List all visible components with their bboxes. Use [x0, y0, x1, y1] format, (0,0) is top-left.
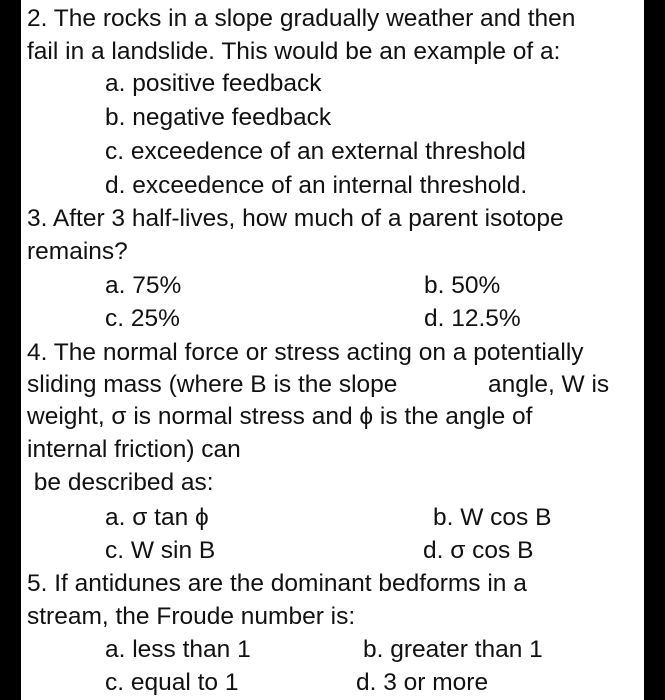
- q2-option-d: d. exceedence of an internal threshold.: [105, 172, 528, 199]
- q4-text-line-2a: sliding mass (where B is the slope: [27, 371, 398, 398]
- q4-text-line-4: internal friction) can: [27, 436, 241, 463]
- q3-option-c: c. 25%: [105, 305, 180, 332]
- q4-option-b: b. W cos B: [433, 504, 552, 531]
- q4-text-line-3: weight, σ is normal stress and ϕ is the angle of: [27, 403, 533, 430]
- q4-text-line-2b: angle, W is: [488, 371, 610, 398]
- q3-option-d: d. 12.5%: [424, 305, 521, 332]
- q2-option-b: b. negative feedback: [105, 104, 332, 131]
- q5-option-a: a. less than 1: [105, 636, 251, 663]
- q4-text-line-1: 4. The normal force or stress acting on a potentially: [27, 339, 584, 366]
- q5-option-d: d. 3 or more: [356, 669, 489, 696]
- q5-text-line-2: stream, the Froude number is:: [27, 603, 356, 630]
- question-page: [21, 0, 644, 700]
- q3-option-a: a. 75%: [105, 272, 182, 299]
- q3-option-b: b. 50%: [424, 272, 501, 299]
- q5-option-b: b. greater than 1: [363, 636, 543, 663]
- q2-text-line-2: fail in a landslide. This would be an example of a:: [27, 38, 561, 65]
- q4-option-c: c. W sin B: [105, 537, 216, 564]
- q5-option-c: c. equal to 1: [105, 669, 239, 696]
- q4-option-d: d. σ cos B: [423, 537, 534, 564]
- q2-option-c: c. exceedence of an external threshold: [105, 138, 526, 165]
- q3-text-line-1: 3. After 3 half-lives, how much of a parent isotope: [27, 205, 564, 232]
- q2-option-a: a. positive feedback: [105, 70, 322, 97]
- q5-text-line-1: 5. If antidunes are the dominant bedforms in a: [27, 570, 527, 597]
- q2-text-line-1: 2. The rocks in a slope gradually weather and then: [27, 5, 576, 32]
- q4-option-a: a. σ tan ϕ: [105, 504, 209, 531]
- q4-text-line-5: be described as:: [27, 469, 214, 496]
- q3-text-line-2: remains?: [27, 238, 128, 265]
